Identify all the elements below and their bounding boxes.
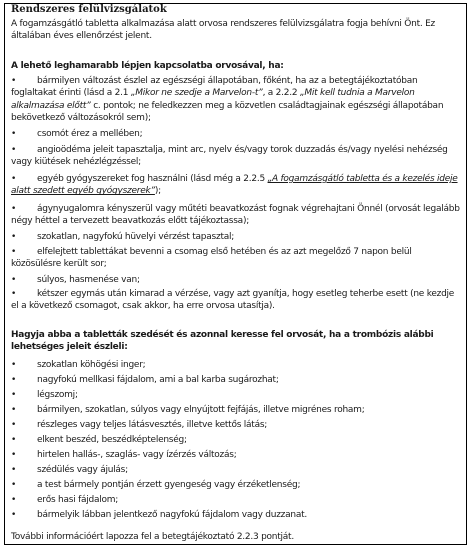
list-item-text: kétszer egymás után kimarad a vérzése, vagy azt gyanítja, hogy esetleg teherbe esett (ne kezdje el a következő csomagot, csak akkor, ha erre orvosa utasítja).: [11, 289, 455, 312]
list-item-text: angioödéma jeleit tapasztalja, mint arc, nyelv és/vagy torok duzzadás és/vagy nyelési nehézség vagy kiütések nehézlégzéssel;: [11, 145, 448, 168]
bullet-icon: •: [11, 405, 17, 415]
list-item-text: erős hasi fájdalom;: [37, 495, 119, 505]
bullet-icon: •: [11, 480, 17, 490]
bullet-icon: •: [11, 360, 17, 370]
bullet-icon: •: [11, 232, 17, 242]
list-item-text: egyéb gyógyszereket fog használni (lásd még a 2.2.5 „A fogamzásgátló tabletta és a kezelés ideje alatt szedett egyéb gyógyszerek”);: [11, 174, 458, 197]
list-item-text: szokatlan köhögési inger;: [37, 360, 146, 370]
list-item-text: elkent beszéd, beszédképtelenség;: [37, 435, 187, 445]
list-item-text: bármilyen, szokatlan, súlyos vagy elnyújtott fejfájás, illetve migrénes roham;: [37, 405, 365, 415]
list-item-text: szokatlan, nagyfokú hüvelyi vérzést tapasztal;: [37, 232, 235, 242]
list-item-text: csomót érez a mellében;: [37, 129, 143, 139]
list-item-text: elfelejtett tablettákat bevenni a csomag első hetében és az azt megelőző 7 napon belül közösülésre került sor;: [11, 247, 412, 270]
bullet-icon: •: [11, 289, 17, 299]
list-item-text: bármilyen változást észlel az egészségi állapotában, főként, ha az a betegtájékoztatóban foglaltakat érinti (lásd a 2.1 „Mikor ne szedje a Marvelon-t”, a 2.2.2 „Mit kell tudnia a Marvelon alkalmazása előtt” c. pontok; ne feledkezzen meg a közvetlen családtagjainak egészségi állapotában bekövetkező változásokról sem);: [11, 76, 444, 124]
list-item-text: légszomj;: [37, 390, 78, 400]
section1-heading: A lehető leghamarabb lépjen kapcsolatba orvosával, ha:: [11, 61, 284, 71]
list-item-text: szédülés vagy ájulás;: [37, 465, 128, 475]
section2-heading: Hagyja abba a tabletták szedését és azonnal keresse fel orvosát, ha a trombózis alábbi lehetséges jeleit észleli:: [11, 330, 434, 353]
bullet-icon: •: [11, 275, 17, 285]
list-item-text: ágynyugalomra kényszerül vagy műtéti beavatkozást fognak végrehajtani Önnél (orvosát legalább négy héttel a tervezett beavatkozás előtt tájékoztassa);: [11, 204, 460, 227]
bullet-icon: •: [11, 510, 17, 520]
bullet-icon: •: [11, 450, 17, 460]
bullet-icon: •: [11, 247, 17, 257]
list-item-text: bármelyik lábban jelentkező nagyfokú fájdalom vagy duzzanat.: [37, 510, 308, 520]
list-item-text: hirtelen hallás-, szaglás- vagy ízérzés változás;: [37, 450, 237, 460]
list-item-text: a test bármely pontján érzett gyengeség vagy érzéketlenség;: [37, 480, 301, 490]
list-item-text: nagyfokú mellkasi fájdalom, ami a bal karba sugározhat;: [37, 375, 279, 385]
bullet-icon: •: [11, 435, 17, 445]
page-title: Rendszeres felülvizsgálatok: [11, 4, 167, 15]
bullet-icon: •: [11, 174, 17, 184]
bullet-icon: •: [11, 145, 17, 155]
bullet-icon: •: [11, 375, 17, 385]
bullet-icon: •: [11, 76, 17, 86]
list-item-text: súlyos, hasmenése van;: [37, 275, 140, 285]
bullet-icon: •: [11, 420, 17, 430]
bullet-icon: •: [11, 465, 17, 475]
footer-note: További információért lapozza fel a betegtájékoztató 2.2.3 pontját.: [11, 532, 294, 542]
bullet-icon: •: [11, 390, 17, 400]
bullet-icon: •: [11, 204, 17, 214]
bullet-icon: •: [11, 495, 17, 505]
bullet-icon: •: [11, 129, 17, 139]
list-item-text: részleges vagy teljes látásvesztés, illetve kettős látás;: [37, 420, 268, 430]
info-box: [4, 3, 467, 545]
intro-paragraph: A fogamzásgátló tabletta alkalmazása alatt orvosa rendszeres felülvizsgálatra fogja behívni Önt. Ez általában éves ellenőrzést jelent.: [11, 19, 435, 42]
